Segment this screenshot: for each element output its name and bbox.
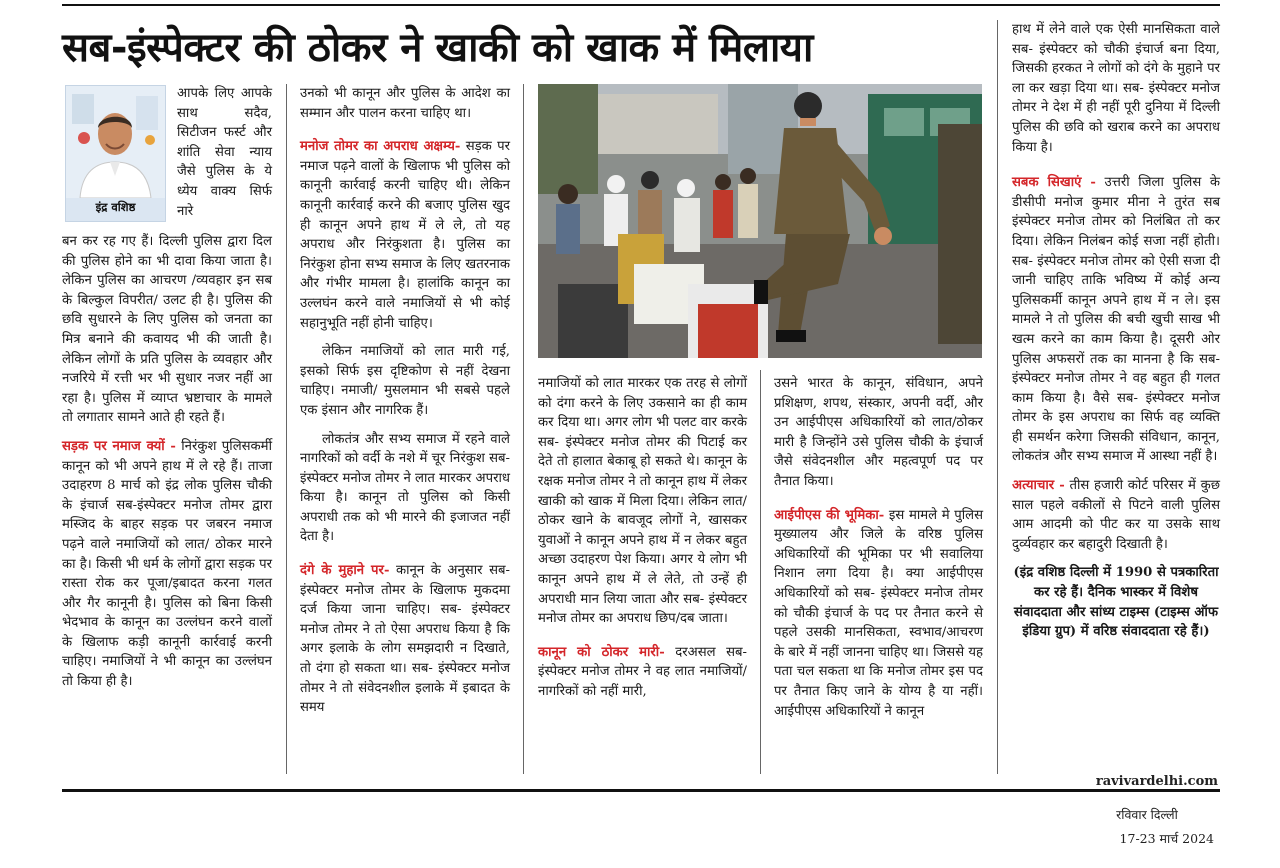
col1-subheading: सड़क पर नमाज क्यों -: [62, 438, 176, 454]
col2-subheading-1: मनोज तोमर का अपराध अक्षम्य-: [300, 139, 461, 155]
footer-publication: रविवार दिल्ली: [1116, 807, 1178, 822]
column-1: [62, 232, 272, 701]
column-divider: [760, 370, 761, 774]
author-photo: [65, 85, 166, 222]
col5-p1: हाथ में लेने वाले एक ऐसी मानसिकता वाले सब- इंस्पेक्टर को चौकी इंचार्ज बना दिया, जिसकी हरकत ने लोगों को दंगे के मुहाने पर ला कर खड़ा दिया था। सब- इंस्पेक्टर मनोज तोमर ने देश में ही नहीं पूरी दुनिया में दिल्ली पुलिस की छवि को खराब करने का अपराध किया है।: [1012, 22, 1220, 155]
author-portrait-icon: [66, 86, 165, 198]
col2-p3: लोकतंत्र और सभ्य समाज में रहने वाले नागरिकों को वर्दी के नशे में चूर निरंकुश सब-इंस्पेक्टर मनोज तोमर ने लात मारकर अपराध किया है। कानून तो पुलिस को किसी अपराधी तक को भी मारने की इजाजत नहीं देता है।: [300, 431, 510, 545]
bottom-rule: [62, 789, 1220, 792]
footer-website: ravivardelhi.com: [1090, 774, 1218, 789]
col1-intro-full: बन कर रह गए हैं। दिल्ली पुलिस द्वारा दिल की पुलिस होने का भी दावा किया जाता है। लेकिन पुलिस का आचरण /व्यवहार इन सब के बिल्कुल विपरीत/ उलट ही है। पुलिस की छवि सुधारने के लिए पुलिस को जनता का मित्र बनाने की कवायद भी की जाती है। लेकिन लोगों के प्रति पुलिस के व्यवहार और नजरिये में रत्ती भर भी सुधार नजर नहीं आ रहा है। पुलिस में व्याप्त भ्रष्टाचार के मामले तो लगातार सामने आते ही रहते हैं।: [62, 234, 272, 426]
col5-subheading-2-text: तीस हजारी कोर्ट परिसर में कुछ साल पहले वकीलों से पिटने वाली पुलिस आम आदमी को पीट कर या उसके साथ दुर्व्यवहार कर बहादुरी दिखाती है।: [1012, 478, 1220, 552]
headline: सब-इंस्पेक्टर की ठोकर ने खाकी को खाक में मिलाया: [62, 25, 813, 71]
col3-subheading: कानून को ठोकर मारी-: [538, 644, 665, 660]
col2-subheading-1-text: सड़क पर नमाज पढ़ने वालों के खिलाफ भी पुलिस को कानूनी कार्रवाई करनी चाहिए थी। लेकिन कानूनी कार्रवाई करने की बजाए पुलिस खुद ही कानून अपने हाथ में ले ले, तो यह अपराध और निरंकुशता है। पुलिस का निरंकुश होना सभ्य समाज के लिए खतरनाक और गंभीर मामला है। हालांकि कानून का उल्लघंन करने वाले नमाजियों से भी कोई सहानुभूति नहीं होनी चाहिए।: [300, 139, 510, 331]
col3-subheading-text: दरअसल सब- इंस्पेक्टर मनोज तोमर ने वह लात नमाजियों/ नागरिकों को नहीं मारी,: [538, 644, 747, 699]
column-divider: [286, 84, 287, 774]
column-1-intro: [177, 84, 272, 230]
col2-p2: लेकिन नमाजियों को लात मारी गई, इसको सिर्फ इस दृष्टिकोण से नहीं देखना चाहिए। नमाजी/ मुसलमान भी सबसे पहले एक इंसान और नागरिक हैं।: [300, 344, 510, 418]
col1-intro-narrow: आपके लिए आपके साथ सदैव, सिटीजन फर्स्ट और शांति सेवा न्याय जैसे पुलिस के ये ध्येय वाक्य सिर्फ नारे: [177, 86, 272, 219]
col4-subheading-text: इस मामले मे पुलिस मुख्यालय और जिले के वरिष्ठ पुलिस अधिकारियों की भूमिका पर भी सवालिया निशान लगा दिया है। क्या आईपीएस अधिकारियों को सब- इंस्पेक्टर मनोज तोमर को चौकी इंचार्ज के पद पर तैनात करने से पहले उसकी मानसिकता, स्वभाव/आचरण के बारे में नहीं जानना चाहिए था। जिससे यह पता चल सकता था कि मनोज तोमर इस पद पर तैनात किए जाने के योग्य है या नहीं। आईपीएस अधिकारियों ने कानून: [774, 507, 983, 719]
col5-subheading-1-text: उत्तरी जिला पुलिस के डीसीपी मनोज कुमार मीना ने तुरंत सब इंस्पेक्टर मनोज तोमर को निलंबित तो कर दिया। लेकिन निलंबन कोई सजा नहीं होती। सब- इंस्पेक्टर मनोज तोमर को ऐसी सजा दी जानी चाहिए ताकि भविष्य में कोई अन्य पुलिसकर्मी कानून अपने हाथ में न ले। इस मामले ने तो पुलिस की बची खुची साख भी खत्म करने का काम किया है। दूसरी ओर पुलिस अफसरों तक का मानना है कि सब- इंस्पेक्टर मनोज तोमर ने वह बहुत ही गलत काम किया है। वैसे सब- इंस्पेक्टर मनोज तोमर के इस अपराध का सिर्फ वह व्यक्ति ही समर्थन करेगा जिसकी संविधान, कानून, लोकतंत्र और सभ्य समाज में आस्था नहीं है।: [1012, 175, 1220, 465]
column-divider: [523, 84, 524, 774]
column-3: [538, 374, 747, 711]
footer-date: 17-23 मार्च 2024: [1119, 831, 1214, 846]
col3-p1: नमाजियों को लात मारकर एक तरह से लोगों को दंगा करने के लिए उकसाने का ही काम कर दिया था। अगर लोग भी पलट वार करके सब- इंस्पेक्टर मनोज तोमर की पिटाई कर देते तो हालात बेकाबू हो सकते थे। कानून के रक्षक मनोज तोमर ने तो कानून हाथ में लेकर खाकी को खाक में मिला दिया। लेकिन लात/ ठोकर खाने के बावजूद लोगों ने, खासकर युवाओं ने कानून अपने हाथ में न लेकर बहुत अच्छा उदाहरण पेश किया। अगर ये लोग भी कानून अपने हाथ में ले लेते, तो उन्हें ही अपराधी मान लिया जाता और सब- इंस्पेक्टर मनोज तोमर का अपराध छिप/दब जाता।: [538, 376, 747, 627]
column-2: [300, 84, 510, 727]
col2-p1: उनको भी कानून और पुलिस के आदेश का सम्मान और पालन करना चाहिए था।: [300, 86, 510, 121]
col1-subheading-text: निरंकुश पुलिसकर्मी कानून को भी अपने हाथ में ले रहे हैं। ताजा उदाहरण 8 मार्च को इंद्र लोक पुलिस चौकी के इंचार्ज सब-इंस्पेक्टर मनोज तोमर द्वारा मस्जिद के बाहर सड़क पर जबरन नमाज पढ़ने वाले नमाजियों को लात/ ठोकर मारने का है। किसी भी धर्म के लोगों द्वारा सड़क पर रास्ता रोक कर पूजा/इबादत करना गलत और गैर कानूनी है। पुलिस को बिना किसी भेदभाव के कानून का उल्लंघन करने वालों के खिलाफ कड़ी कानूनी कार्रवाई करनी चाहिए। नमाजियों ने भी कानून का उल्लंघन तो किया ही है।: [62, 438, 272, 690]
column-divider: [997, 20, 998, 774]
column-4: [774, 374, 983, 730]
col2-subheading-2-text: कानून के अनुसार सब- इंस्पेक्टर मनोज तोमर के खिलाफ मुकदमा दर्ज किया जाना चाहिए। सब- इंस्पेक्टर मनोज तोमर ने तो ऐसा अपराध किया है कि अगर इलाके के लोग समझदारी न दिखाते, तो दंगा हो सकता था। सब- इंस्पेक्टर मनोज तोमर ने तो संवेदनशील इलाके में इबादत के समय: [300, 563, 510, 716]
column-5: [1012, 20, 1220, 651]
author-credit: (इंद्र वशिष्ठ दिल्ली में 1990 से पत्रकारिता कर रहे हैं। दैनिक भास्कर में विशेष संवाददाता और सांध्य टाइम्स (टाइम्स ऑफ इंडिया ग्रुप) में वरिष्ठ संवाददाता रहे हैं।): [1013, 565, 1219, 640]
news-photo: [538, 84, 982, 358]
police-kicking-namazi-photo-icon: [538, 84, 982, 358]
author-caption: इंद्र वशिष्ठ: [95, 200, 136, 214]
col5-subheading-2: अत्याचार -: [1012, 478, 1065, 494]
col4-p1: उसने भारत के कानून, संविधान, अपने प्रशिक्षण, शपथ, संस्कार, अपनी वर्दी, और उन आईपीएस अधिकारियों को लात/ठोकर मारी है जिन्होंने उसे पुलिस चौकी के इंचार्ज जैसे संवेदनशील और महत्वपूर्ण पद पर तैनात किया।: [774, 376, 983, 489]
col5-subheading-1: सबक सिखाएं -: [1012, 175, 1096, 191]
top-rule: [62, 4, 1220, 6]
col4-subheading: आईपीएस की भूमिका-: [774, 507, 885, 523]
col2-subheading-2: दंगे के मुहाने पर-: [300, 563, 390, 579]
